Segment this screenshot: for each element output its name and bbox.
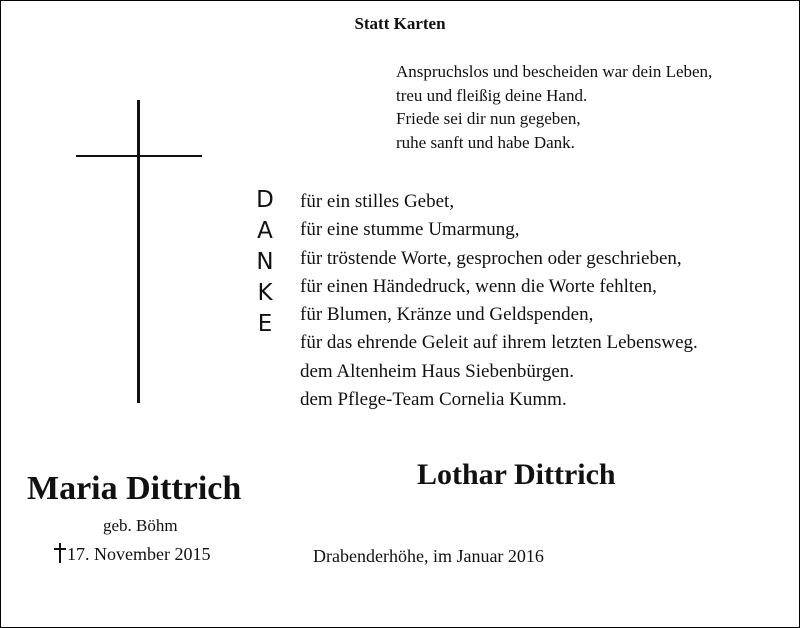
- deceased-name: Maria Dittrich: [27, 470, 242, 507]
- thanks-line: für eine stumme Umarmung,: [300, 219, 520, 241]
- cross-horizontal-bar: [76, 155, 202, 157]
- poem-line: Friede sei dir nun gegeben,: [396, 109, 581, 128]
- death-date: 17. November 2015: [67, 544, 211, 564]
- thanks-list: [300, 188, 698, 414]
- place-and-date: Drabenderhöhe, im Januar 2016: [313, 546, 544, 566]
- cross-vertical-bar: [137, 100, 140, 403]
- thanks-line: für einen Händedruck, wenn die Worte fehlten,: [300, 275, 657, 297]
- danke-vertical-word: [250, 185, 280, 340]
- danke-letter: E: [257, 311, 273, 337]
- thanks-line: für Blumen, Kränze und Geldspenden,: [300, 304, 594, 326]
- danke-letter: D: [256, 187, 274, 213]
- notice-heading: Statt Karten: [354, 14, 446, 33]
- danke-letter: N: [256, 249, 274, 275]
- poem-line: treu und fleißig deine Hand.: [396, 85, 588, 105]
- poem-line: Anspruchslos und bescheiden war dein Leben,: [396, 62, 713, 81]
- danke-letter: A: [257, 218, 273, 244]
- death-date-line: [54, 543, 210, 565]
- danke-letter: K: [257, 280, 273, 306]
- thanks-line: dem Altenheim Haus Siebenbürgen.: [300, 360, 575, 382]
- death-cross-icon: [54, 543, 66, 563]
- thanks-line: für das ehrende Geleit auf ihrem letzten Lebensweg.: [300, 332, 698, 354]
- poem-line: ruhe sanft und habe Dank.: [396, 132, 575, 152]
- poem: [396, 60, 712, 154]
- signatory-name: Lothar Dittrich: [417, 458, 616, 491]
- thanks-line: für ein stilles Gebet,: [300, 191, 455, 212]
- thanks-line: dem Pflege-Team Cornelia Kumm.: [300, 389, 567, 411]
- thanks-line: für tröstende Worte, gesprochen oder geschrieben,: [300, 247, 682, 269]
- birth-name: geb. Böhm: [103, 516, 178, 535]
